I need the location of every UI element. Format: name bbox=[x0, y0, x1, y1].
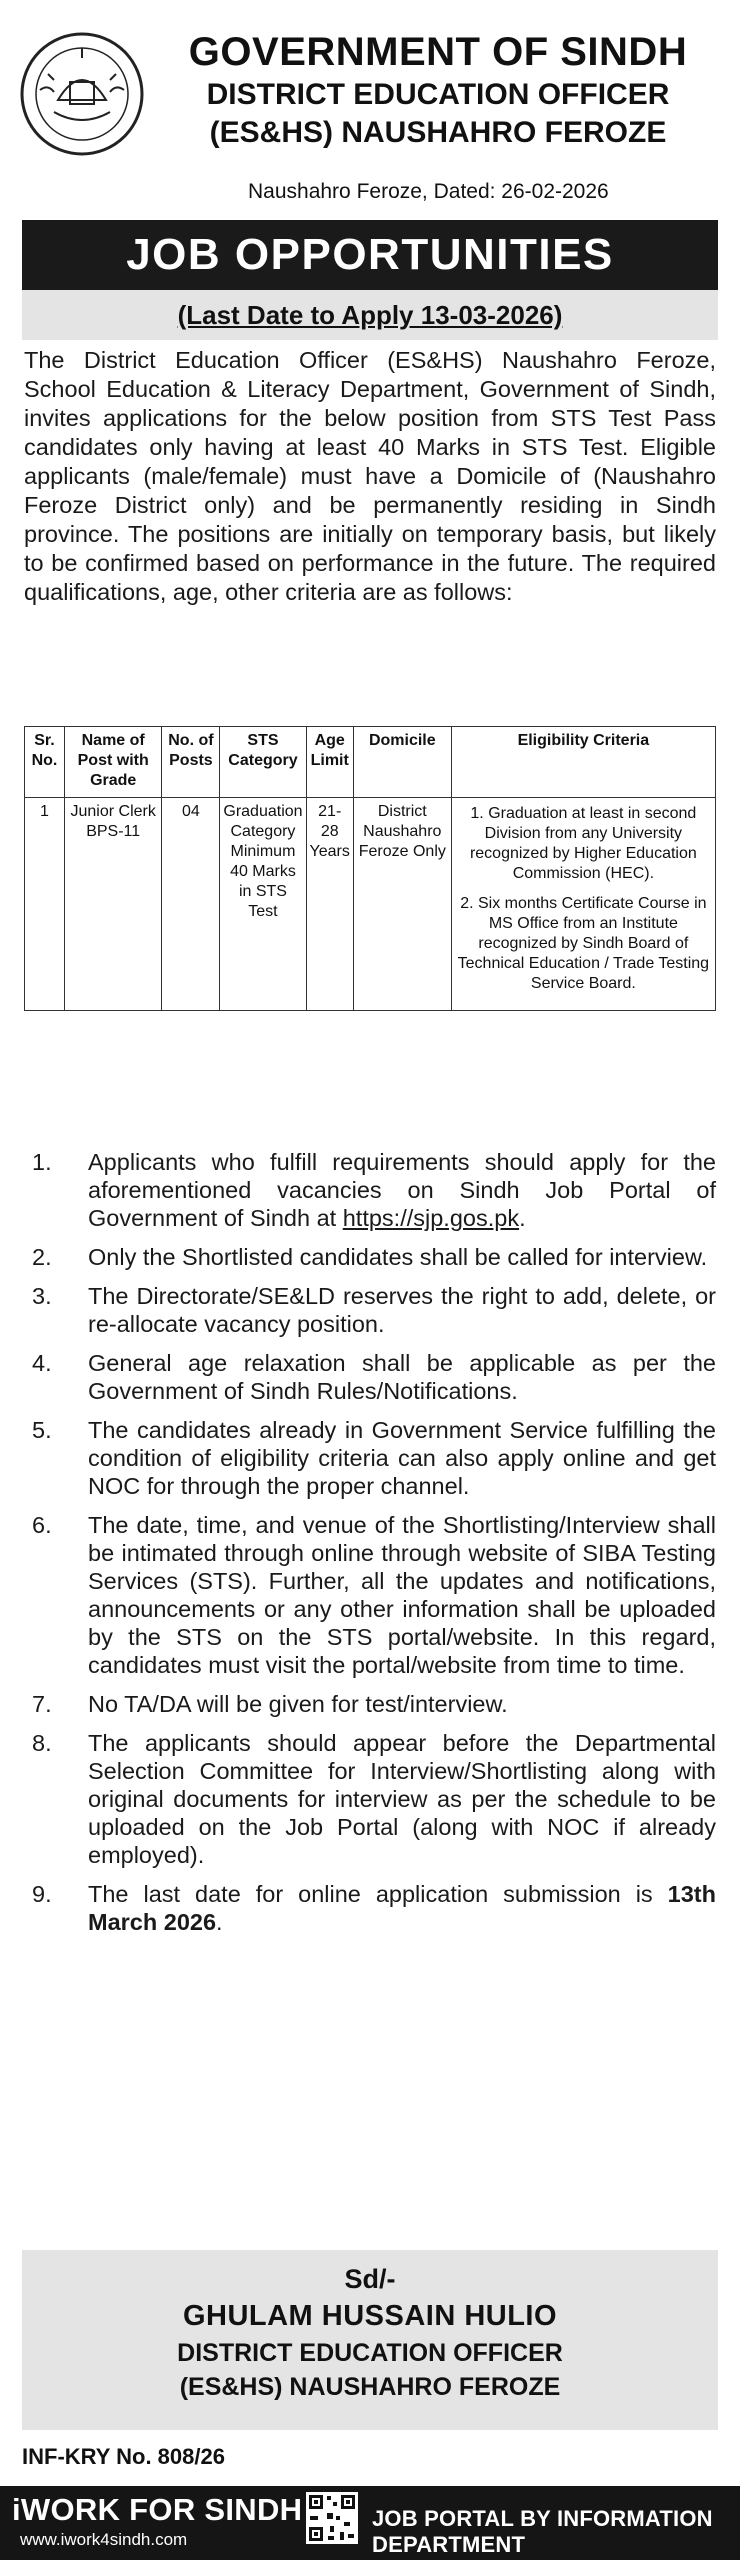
list-item bbox=[24, 1148, 716, 1232]
col-post-name: Name of Post with Grade bbox=[64, 727, 162, 798]
col-sr-no: Sr. No. bbox=[25, 727, 65, 798]
table-header-row bbox=[25, 727, 716, 798]
vacancy-table bbox=[24, 726, 716, 1011]
qr-code-icon bbox=[306, 2492, 358, 2544]
item-text-part: The last date for online application submission is bbox=[88, 1881, 668, 1907]
col-no-of-posts: No. of Posts bbox=[162, 727, 220, 798]
item-text-part: . bbox=[519, 1205, 526, 1231]
iwork-for-sindh-logo: iWORK FOR SINDH bbox=[12, 2492, 303, 2527]
item-text: The date, time, and venue of the Shortlisting/Interview shall be intimated through online through website of SIBA Testing Services (STS). Further, all the updates and notifications, announcements or any other information shall be uploaded by the STS on the STS portal/website. In this regard, candidates must visit the portal/website from time to time. bbox=[88, 1512, 716, 1678]
header bbox=[150, 28, 726, 152]
government-title: GOVERNMENT OF SINDH bbox=[188, 30, 688, 74]
item-text: The applicants should appear before the Departmental Selection Committee for Interview/Shortlisting along with original documents for interview as per the schedule to be uploaded on the Job Portal (along with NOC if already employed). bbox=[88, 1730, 716, 1868]
col-sts-category: STS Category bbox=[220, 727, 306, 798]
eligibility-item: 2. Six months Certificate Course in MS Office from an Institute recognized by Sindh Board of Technical Education / Trade Testing Service Board. bbox=[457, 895, 710, 992]
eligibility-item: 1. Graduation at least in second Division from any University recognized by Higher Education Commission (HEC). bbox=[469, 805, 697, 882]
cell-category: Graduation Category Minimum 40 Marks in STS Test bbox=[220, 798, 306, 1011]
officer-name: GHULAM HUSSAIN HULIO bbox=[182, 2300, 558, 2332]
dated-line: Naushahro Feroze, Dated: 26-02-2026 bbox=[248, 180, 609, 203]
list-item bbox=[24, 1880, 716, 1936]
footer-url[interactable]: www.iwork4sindh.com bbox=[20, 2530, 188, 2549]
list-item bbox=[24, 1511, 716, 1679]
officer-designation: DISTRICT EDUCATION OFFICER bbox=[177, 2339, 563, 2367]
item-text-part: Applicants who fulfill requirements should apply for the aforementioned vacancies on Sindh Job Portal of Government of Sindh at bbox=[88, 1149, 716, 1231]
item-text: General age relaxation shall be applicable as per the Government of Sindh Rules/Notifications. bbox=[88, 1350, 716, 1404]
item-number: 5. bbox=[32, 1417, 52, 1443]
last-date-bold: 13th March 2026 bbox=[88, 1881, 716, 1935]
office-subtitle: (ES&HS) NAUSHAHRO FEROZE bbox=[209, 116, 667, 149]
reference-number: INF-KRY No. 808/26 bbox=[22, 2444, 225, 2469]
list-item bbox=[24, 1282, 716, 1338]
item-number: 6. bbox=[32, 1512, 52, 1538]
job-opportunities-banner: JOB OPPORTUNITIES bbox=[22, 220, 718, 290]
signature-sd: Sd/- bbox=[344, 2264, 396, 2294]
list-item bbox=[24, 1416, 716, 1500]
last-date-text: (Last Date to Apply 13-03-2026) bbox=[177, 300, 563, 330]
list-item bbox=[24, 1690, 716, 1718]
item-text-part: . bbox=[216, 1909, 223, 1935]
officer-office: (ES&HS) NAUSHAHRO FEROZE bbox=[179, 2373, 561, 2401]
office-title: DISTRICT EDUCATION OFFICER bbox=[206, 78, 670, 111]
item-text bbox=[88, 1148, 716, 1232]
col-eligibility: Eligibility Criteria bbox=[451, 727, 715, 798]
job-portal-caption: JOB PORTAL BY INFORMATION DEPARTMENT bbox=[372, 2506, 713, 2557]
cell-post: Junior Clerk BPS-11 bbox=[64, 798, 162, 1011]
item-number: 4. bbox=[32, 1350, 52, 1376]
item-text: No TA/DA will be given for test/interview. bbox=[88, 1691, 508, 1717]
list-item bbox=[24, 1349, 716, 1405]
item-text: Only the Shortlisted candidates shall be called for interview. bbox=[88, 1244, 708, 1270]
item-number: 8. bbox=[32, 1730, 52, 1756]
item-text bbox=[88, 1880, 716, 1936]
list-item bbox=[24, 1729, 716, 1869]
cell-age: 21-28 Years bbox=[306, 798, 353, 1011]
item-number: 1. bbox=[32, 1149, 52, 1175]
sjp-portal-link[interactable]: https://sjp.gos.pk bbox=[342, 1205, 520, 1231]
item-number: 2. bbox=[32, 1244, 52, 1270]
cell-eligibility bbox=[451, 798, 715, 1011]
item-text: The Directorate/SE&LD reserves the right to add, delete, or re-allocate vacancy position. bbox=[88, 1283, 716, 1337]
conditions-list bbox=[24, 1148, 716, 1947]
item-number: 9. bbox=[32, 1881, 52, 1907]
col-age-limit: Age Limit bbox=[306, 727, 353, 798]
table-row bbox=[25, 798, 716, 1011]
sindh-government-seal-icon bbox=[18, 30, 146, 158]
cell-sr: 1 bbox=[25, 798, 65, 1011]
item-number: 7. bbox=[32, 1691, 52, 1717]
intro-paragraph: The District Education Officer (ES&HS) Naushahro Feroze, School Education & Literacy Department, Government of Sindh, invites applications for the below position from STS Test Pass candidates only having at least 40 Marks in STS Test. Eligible applicants (male/female) must have a Domicile of (Naushahro Feroze District only) and be permanently residing in Sindh province. The positions are initially on temporary basis, but likely to be confirmed based on performance in the future. The required qualifications, age, other criteria are as follows: bbox=[24, 347, 716, 605]
item-text: The candidates already in Government Service fulfilling the condition of eligibility criteria can also apply online and get NOC for through the proper channel. bbox=[88, 1417, 716, 1499]
col-domicile: Domicile bbox=[353, 727, 451, 798]
item-number: 3. bbox=[32, 1283, 52, 1309]
cell-posts: 04 bbox=[162, 798, 220, 1011]
cell-domicile: District Naushahro Feroze Only bbox=[353, 798, 451, 1011]
last-date-band bbox=[22, 290, 718, 340]
list-item bbox=[24, 1243, 716, 1271]
footer-bar bbox=[0, 2486, 740, 2560]
signature-block bbox=[22, 2250, 718, 2430]
